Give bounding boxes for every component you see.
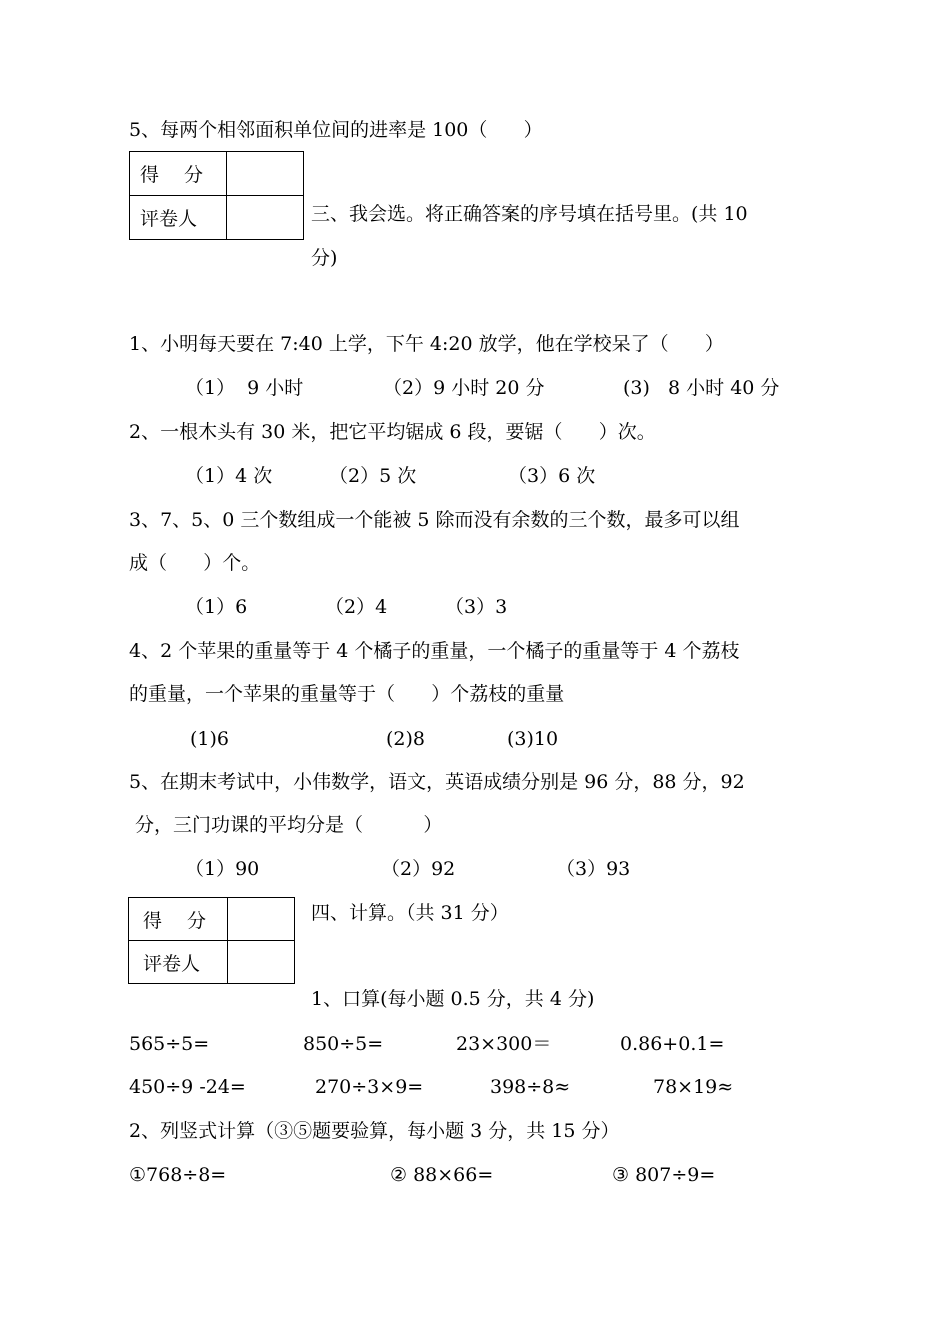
q3-option-1: （1）6 [185,596,248,618]
score-box [129,151,304,240]
grader-value-cell [228,941,295,984]
oral-problem: 565÷5= [129,1033,210,1055]
oral-problem: 398÷8≈ [490,1076,571,1098]
section3-heading-cont: 分) [311,247,338,269]
question-5-cont: 分，三门功课的平均分是（ ） [129,814,443,836]
section4-heading: 四、计算。（共 31 分） [311,902,509,924]
vertical-problem: ③ 807÷9= [612,1164,716,1186]
q3-option-2: （2）4 [325,596,388,618]
q2-option-1: （1）4 次 [185,465,273,487]
q5-option-2: （2）92 [381,858,456,880]
question-true-false-5: 5、每两个相邻面积单位间的进率是 100（ ） [129,119,543,141]
question-2: 2、一根木头有 30 米，把它平均锯成 6 段，要锯（ ）次。 [129,421,656,443]
q2-option-3: （3）6 次 [508,465,596,487]
q5-option-1: （1）90 [185,858,260,880]
question-3: 3、7、5、0 三个数组成一个能被 5 除而没有余数的三个数，最多可以组 [129,509,740,531]
grader-label: 评卷人 [129,941,228,984]
score-label: 得 分 [129,898,228,941]
oral-problem: 0.86+0.1= [620,1033,725,1055]
q4-option-2: (2)8 [386,728,426,750]
grader-value-cell [227,196,304,240]
oral-problem: 23×300＝ [456,1033,552,1055]
question-5: 5、在期末考试中，小伟数学，语文，英语成绩分别是 96 分，88 分，92 [129,771,745,793]
vertical-calc-heading: 2、列竖式计算（③⑤题要验算，每小题 3 分，共 15 分） [129,1120,620,1142]
vertical-problem: ①768÷8= [129,1164,227,1186]
question-1: 1、小明每天要在 7:40 上学，下午 4:20 放学，他在学校呆了（ ） [129,333,724,355]
oral-problem: 270÷3×9= [315,1076,424,1098]
oral-problem: 78×19≈ [653,1076,734,1098]
q1-option-3: (3) 8 小时 40 分 [623,377,780,399]
q2-option-2: （2）5 次 [329,465,417,487]
oral-problem: 850÷5= [303,1033,384,1055]
oral-problem: 450÷9 -24= [129,1076,246,1098]
q1-option-2: （2）9 小时 20 分 [383,377,545,399]
q1-option-1: （1） 9 小时 [185,377,304,399]
q4-option-3: (3)10 [507,728,559,750]
grader-label: 评卷人 [130,196,227,240]
section3-heading: 三、我会选。将正确答案的序号填在括号里。(共 10 [311,203,748,225]
score-value-cell [228,898,295,941]
score-label: 得 分 [130,152,227,196]
question-3-cont: 成（ ）个。 [129,552,261,574]
question-4: 4、2 个苹果的重量等于 4 个橘子的重量，一个橘子的重量等于 4 个荔枝 [129,640,740,662]
q4-option-1: (1)6 [190,728,230,750]
score-box [128,897,295,984]
question-4-cont: 的重量，一个苹果的重量等于（ ）个荔枝的重量 [129,683,565,705]
vertical-problem: ② 88×66= [390,1164,494,1186]
q3-option-3: （3）3 [445,596,508,618]
q5-option-3: （3）93 [556,858,631,880]
oral-calc-heading: 1、口算(每小题 0.5 分，共 4 分) [311,988,595,1010]
score-value-cell [227,152,304,196]
